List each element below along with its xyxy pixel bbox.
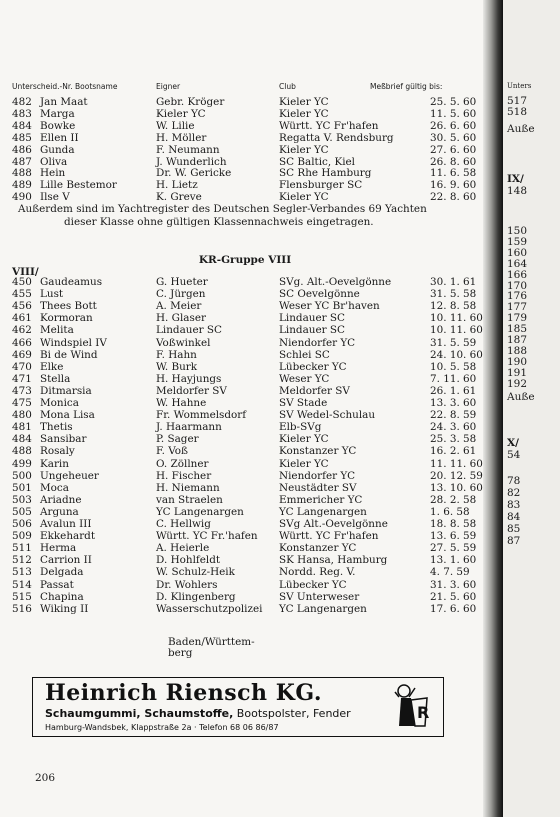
boat-name: Windspiel IV	[40, 336, 107, 349]
rp-number: 159	[507, 235, 528, 248]
owner-name: H. Glaser	[156, 312, 206, 325]
valid-until: 31. 5. 59	[430, 336, 477, 349]
sail-number: 461	[12, 312, 32, 325]
boat-name: Thetis	[40, 421, 73, 434]
owner-name: J. Haarmann	[156, 421, 222, 434]
sail-number: 450	[12, 276, 32, 288]
boat-name: Karin	[40, 457, 69, 470]
valid-until: 10. 5. 58	[430, 360, 477, 373]
group-title: KR-Gruppe VIII	[198, 254, 292, 266]
table-row	[0, 459, 490, 470]
boat-name: Gunda	[40, 143, 75, 156]
table-row	[0, 531, 490, 542]
boat-name: Carrion II	[40, 554, 92, 567]
rp-number: 160	[507, 246, 528, 259]
advertisement	[32, 677, 444, 737]
club-name: YC Langenargen	[279, 505, 367, 518]
valid-until: 4. 7. 59	[430, 566, 470, 579]
boat-name: Elke	[40, 360, 64, 373]
sail-number: 487	[12, 155, 32, 168]
valid-until: 13. 1. 60	[430, 554, 477, 567]
owner-name: H. Lietz	[156, 179, 198, 192]
ad-products-bold: Schaumgummi, Schaumstoffe,	[45, 707, 234, 720]
valid-until: 31. 5. 58	[430, 288, 477, 301]
owner-name: H. Möller	[156, 131, 207, 144]
table-row	[0, 277, 490, 288]
sail-number: 505	[12, 505, 32, 518]
page-number: 206	[35, 772, 56, 784]
sail-number: 488	[12, 167, 32, 180]
owner-name: Voßwinkel	[156, 336, 211, 349]
table-row	[0, 604, 490, 615]
table-row	[0, 180, 490, 191]
rp-number: 148	[507, 185, 528, 197]
club-name: Kieler YC	[279, 457, 329, 470]
sail-number: 490	[12, 191, 32, 204]
sail-number: 456	[12, 300, 32, 313]
owner-name: Dr. W. Gericke	[156, 167, 232, 180]
rp-number: 188	[507, 344, 528, 357]
owner-name: Fr. Wommelsdorf	[156, 409, 247, 422]
club-name: Kieler YC	[279, 107, 329, 120]
club-name: Württ. YC Fr'hafen	[279, 530, 379, 543]
owner-name: H. Niemann	[156, 481, 220, 494]
club-name: Nordd. Reg. V.	[279, 566, 356, 579]
club-name: Emmericher YC	[279, 493, 363, 506]
note-a-line1: Außerdem sind im Yachtregister des Deutschen Segler-Verbandes 69 Yachten	[18, 203, 427, 215]
owner-name: Dr. Wohlers	[156, 578, 218, 591]
owner-cont-2-text: berg	[168, 647, 193, 659]
rp-number: 179	[507, 312, 528, 325]
boat-name: Hein	[40, 167, 66, 180]
valid-until: 30. 1. 61	[430, 276, 477, 288]
club-name: Lübecker YC	[279, 360, 347, 373]
boat-name: Bi de Wind	[40, 348, 98, 361]
valid-until: 11. 6. 58	[430, 167, 477, 180]
sail-number: 471	[12, 372, 32, 385]
sail-number: 475	[12, 397, 32, 409]
club-name: SVg. Alt.-Oevelgönne	[279, 276, 392, 288]
sail-number: 484	[12, 433, 32, 446]
table-row	[0, 289, 490, 300]
rp-header: Unters	[507, 82, 532, 90]
owner-name: W. Hahne	[156, 397, 207, 409]
boat-name: Ungeheuer	[40, 469, 99, 482]
table-row	[0, 168, 490, 179]
owner-name: Württ. YC Fr.'hafen	[156, 530, 258, 543]
valid-until: 13. 6. 59	[430, 530, 477, 543]
sail-number: 509	[12, 530, 32, 543]
ad-company: Heinrich Riensch KG.	[45, 680, 322, 706]
rp-number: 78	[507, 475, 521, 487]
rp-number: 82	[507, 487, 521, 499]
valid-until: 27. 6. 60	[430, 143, 477, 156]
owner-continuation-1	[0, 637, 490, 648]
club-name: Konstanzer YC	[279, 445, 357, 458]
boat-name: Ditmarsia	[40, 384, 92, 397]
sail-number: 500	[12, 469, 32, 482]
table-row	[0, 192, 490, 203]
valid-until: 1. 6. 58	[430, 505, 470, 518]
club-name: Weser YC	[279, 372, 330, 385]
owner-name: W. Schulz-Heik	[156, 566, 235, 579]
valid-until: 28. 2. 58	[430, 493, 477, 506]
club-name: SC Rhe Hamburg	[279, 167, 372, 180]
table-row	[0, 157, 490, 168]
boat-name: Rosaly	[40, 445, 75, 458]
table-row	[0, 133, 490, 144]
valid-until: 11. 11. 60	[430, 457, 483, 470]
club-name: Lindauer SC	[279, 312, 345, 325]
club-name: Niendorfer YC	[279, 336, 356, 349]
club-name: SVg Alt.-Oevelgönne	[279, 518, 388, 530]
owner-name: W. Lilie	[156, 119, 195, 132]
valid-until: 22. 8. 60	[430, 191, 477, 204]
owner-name: F. Voß	[156, 445, 188, 458]
boat-name: Gaudeamus	[40, 276, 103, 288]
owner-name: P. Sager	[156, 433, 199, 446]
valid-until: 27. 5. 59	[430, 542, 477, 555]
sail-number: 499	[12, 457, 32, 470]
valid-until: 22. 8. 59	[430, 409, 477, 422]
boat-name: Jan Maat	[40, 96, 88, 108]
boat-name: Lust	[40, 288, 64, 301]
table-row	[0, 350, 490, 361]
owner-cont-1-text: Baden/Württem-	[168, 636, 255, 648]
boat-name: Delgada	[40, 566, 84, 579]
table-row	[0, 145, 490, 156]
table-row	[0, 483, 490, 494]
table-row	[0, 422, 490, 433]
club-name: Schlei SC	[279, 348, 330, 361]
sail-number: 511	[12, 542, 32, 555]
club-name: Konstanzer YC	[279, 542, 357, 555]
boat-name: Lille Bestemor	[40, 179, 117, 192]
owner-name: F. Hahn	[156, 348, 197, 361]
valid-until: 31. 3. 60	[430, 578, 477, 591]
sail-number: 486	[12, 143, 32, 156]
sail-number: 482	[12, 96, 32, 108]
rp-number: 150	[507, 225, 528, 237]
rp-number: 192	[507, 377, 528, 390]
valid-until: 17. 6. 60	[430, 602, 477, 615]
club-name: SV Stade	[279, 397, 328, 409]
sail-number: 462	[12, 324, 32, 337]
valid-until: 13. 10. 60	[430, 481, 483, 494]
club-name: SC Oevelgönne	[279, 288, 360, 301]
table-row	[0, 519, 490, 530]
boat-name: Arguna	[40, 505, 79, 518]
table-row	[0, 434, 490, 445]
book-gutter	[483, 0, 503, 817]
table-row	[0, 109, 490, 120]
valid-until: 25. 3. 58	[430, 433, 477, 446]
club-name: Lindauer SC	[279, 324, 345, 337]
boat-name: Marga	[40, 107, 75, 120]
owner-continuation-2	[0, 648, 490, 659]
rp-number: 176	[507, 290, 528, 303]
header-boat-text: Bootsname	[75, 82, 118, 91]
table-row	[0, 97, 490, 108]
sail-number: 515	[12, 590, 32, 603]
boat-name: Kormoran	[40, 312, 93, 325]
table-row	[0, 338, 490, 349]
ad-products	[45, 707, 351, 720]
club-name: Neustädter SV	[279, 481, 357, 494]
boat-name: Wiking II	[40, 602, 89, 615]
boat-name: Melita	[40, 324, 74, 337]
svg-text:R: R	[417, 703, 430, 722]
rp-note-top: Auße	[507, 123, 535, 135]
sail-number: 516	[12, 602, 32, 615]
valid-until: 26. 6. 60	[430, 119, 477, 132]
table-row	[0, 507, 490, 518]
club-name: Lübecker YC	[279, 578, 347, 591]
sail-number: 483	[12, 107, 32, 120]
rp-number: 85	[507, 523, 521, 535]
rp-number: 185	[507, 323, 528, 336]
valid-until: 12. 8. 58	[430, 300, 477, 313]
ad-products-normal: Bootspolster, Fender	[233, 707, 351, 720]
sail-number: 512	[12, 554, 32, 567]
boat-name: Chapina	[40, 590, 84, 603]
sail-number: 503	[12, 493, 32, 506]
table-row	[0, 374, 490, 385]
rp-number: 517	[507, 95, 528, 107]
owner-name: C. Jürgen	[156, 288, 206, 301]
table-row	[0, 313, 490, 324]
boat-name: Ilse V	[40, 191, 70, 204]
club-name: Niendorfer YC	[279, 469, 356, 482]
owner-name: Wasserschutzpolizei	[156, 602, 263, 615]
sail-number: 484	[12, 119, 32, 132]
boat-name: Bowke	[40, 119, 76, 132]
boat-name: Thees Bott	[40, 300, 97, 313]
valid-until: 26. 1. 61	[430, 384, 477, 397]
owner-name: D. Klingenberg	[156, 590, 236, 603]
sail-number: 489	[12, 179, 32, 192]
table-row	[0, 555, 490, 566]
header-nr	[12, 82, 117, 91]
club-name: Weser YC Br'haven	[279, 300, 380, 313]
valid-until: 10. 11. 60	[430, 324, 483, 337]
boat-name: Avalun III	[40, 518, 92, 530]
boat-name: Mona Lisa	[40, 409, 95, 422]
club-name: Regatta V. Rendsburg	[279, 131, 394, 144]
owner-name: W. Burk	[156, 360, 198, 373]
table-row	[0, 446, 490, 457]
header-club: Club	[279, 82, 296, 91]
valid-until: 30. 5. 60	[430, 131, 477, 144]
owner-name: Lindauer SC	[156, 324, 222, 337]
valid-until: 24. 10. 60	[430, 348, 483, 361]
club-name: Kieler YC	[279, 96, 329, 108]
rp-number: 84	[507, 511, 521, 523]
valid-until: 25. 5. 60	[430, 96, 477, 108]
owner-name: F. Neumann	[156, 143, 220, 156]
boat-name: Passat	[40, 578, 74, 591]
club-name: Meldorfer SV	[279, 384, 350, 397]
valid-until: 21. 5. 60	[430, 590, 477, 603]
valid-until: 11. 5. 60	[430, 107, 477, 120]
boat-name: Herma	[40, 542, 77, 555]
valid-until: 26. 8. 60	[430, 155, 477, 168]
table-row	[0, 471, 490, 482]
rp-group-ix: IX/	[507, 173, 524, 185]
boat-name: Ekkehardt	[40, 530, 96, 543]
owner-name: H. Fischer	[156, 469, 212, 482]
boat-name: Monica	[40, 397, 79, 409]
right-book-page	[503, 0, 560, 817]
rp-number: 177	[507, 301, 528, 314]
valid-until: 16. 2. 61	[430, 445, 477, 458]
owner-name: J. Wunderlich	[156, 155, 227, 168]
club-name: Elb-SVg	[279, 421, 322, 434]
table-row	[0, 398, 490, 409]
table-row	[0, 301, 490, 312]
rp-number: 191	[507, 366, 528, 379]
boat-name: Sansibar	[40, 433, 87, 446]
valid-until: 7. 11. 60	[430, 372, 477, 385]
owner-name: A. Meier	[156, 300, 202, 313]
owner-name: van Straelen	[156, 493, 223, 506]
sail-number: 481	[12, 421, 32, 434]
sail-number: 469	[12, 348, 32, 361]
table-row	[0, 386, 490, 397]
sail-number: 514	[12, 578, 32, 591]
club-name: SV Wedel-Schulau	[279, 409, 376, 422]
rp-note-ix: Auße	[507, 391, 535, 403]
valid-until: 24. 3. 60	[430, 421, 477, 434]
group-label: VIII/	[12, 266, 39, 278]
table-row	[0, 121, 490, 132]
sail-number: 455	[12, 288, 32, 301]
rp-number: 190	[507, 355, 528, 368]
rp-number: 83	[507, 499, 521, 511]
owner-name: H. Hayjungs	[156, 372, 222, 385]
header-valid: Meßbrief gültig bis:	[370, 82, 443, 91]
club-name: SV Unterweser	[279, 590, 360, 603]
boat-name: Ariadne	[40, 493, 82, 506]
boat-name: Stella	[40, 372, 71, 385]
table-row	[0, 543, 490, 554]
rp-number: 87	[507, 535, 521, 547]
owner-name: G. Hueter	[156, 276, 208, 288]
valid-until: 20. 12. 59	[430, 469, 483, 482]
rp-group-x: X/	[507, 437, 519, 449]
ad-address: Hamburg-Wandsbek, Klappstraße 2a · Telefon 68 06 86/87	[45, 723, 279, 732]
boat-name: Ellen II	[40, 131, 79, 144]
rp-number: 164	[507, 257, 528, 270]
rp-number: 54	[507, 449, 521, 461]
table-row	[0, 567, 490, 578]
owner-name: Meldorfer SV	[156, 384, 227, 397]
owner-name: Gebr. Kröger	[156, 96, 225, 108]
boat-name: Moca	[40, 481, 69, 494]
table-row	[0, 325, 490, 336]
valid-until: 18. 8. 58	[430, 518, 477, 530]
boat-name: Oliva	[40, 155, 68, 168]
owner-name: C. Hellwig	[156, 518, 211, 530]
rp-number: 518	[507, 106, 528, 118]
note-a-line2: dieser Klasse ohne gültigen Klassennachweis eingetragen.	[64, 216, 374, 228]
header-owner: Eigner	[156, 82, 181, 91]
sail-number: 480	[12, 409, 32, 422]
header-nr-text: Unterscheid.-Nr.	[12, 82, 73, 91]
rp-number: 170	[507, 279, 528, 292]
club-name: Kieler YC	[279, 143, 329, 156]
club-name: SC Baltic, Kiel	[279, 155, 356, 168]
sail-number: 466	[12, 336, 32, 349]
valid-until: 16. 9. 60	[430, 179, 477, 192]
sail-number: 470	[12, 360, 32, 373]
table-row	[0, 495, 490, 506]
owner-name: Kieler YC	[156, 107, 206, 120]
owner-name: YC Langenargen	[156, 505, 244, 518]
club-name: SK Hansa, Hamburg	[279, 554, 388, 567]
table-row	[0, 362, 490, 373]
owner-name: D. Hohlfeldt	[156, 554, 221, 567]
club-name: Kieler YC	[279, 433, 329, 446]
rp-number: 187	[507, 334, 528, 346]
sail-number: 513	[12, 566, 32, 579]
club-name: YC Langenargen	[279, 602, 367, 615]
sail-number: 485	[12, 131, 32, 144]
table-row	[0, 592, 490, 603]
valid-until: 10. 11. 60	[430, 312, 483, 325]
valid-until: 13. 3. 60	[430, 397, 477, 409]
club-name: Württ. YC Fr'hafen	[279, 119, 379, 132]
sail-number: 506	[12, 518, 32, 530]
owner-name: K. Greve	[156, 191, 202, 204]
rp-number: 166	[507, 268, 528, 281]
table-row	[0, 410, 490, 421]
owner-name: A. Heierle	[156, 542, 210, 555]
sail-number: 501	[12, 481, 32, 494]
club-name: Flensburger SC	[279, 179, 363, 192]
sail-number: 488	[12, 445, 32, 458]
mascot-logo-icon	[391, 682, 433, 732]
owner-name: O. Zöllner	[156, 457, 209, 470]
sail-number: 473	[12, 384, 32, 397]
club-name: Kieler YC	[279, 191, 329, 204]
table-row	[0, 580, 490, 591]
